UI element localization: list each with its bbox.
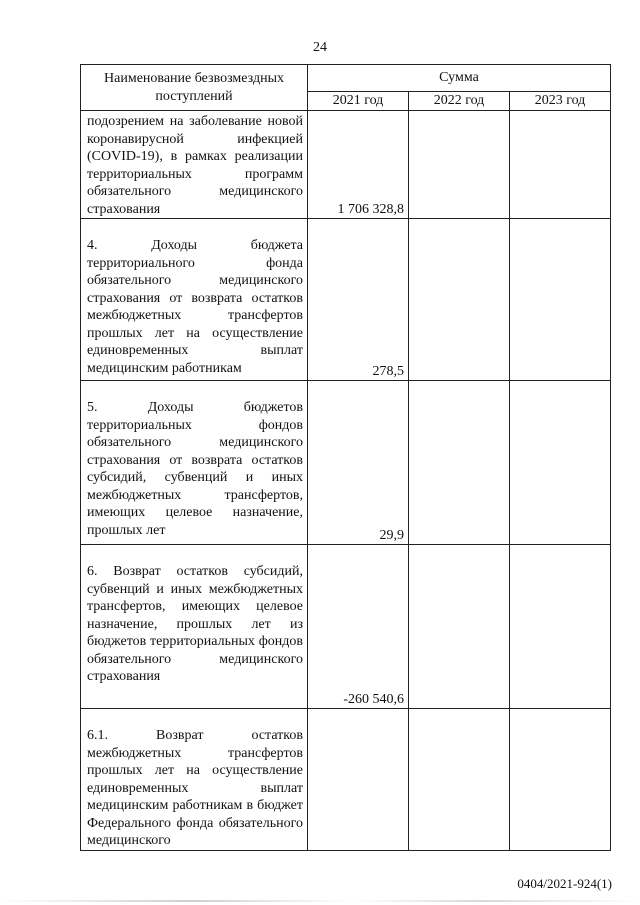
row-value-2023 — [510, 709, 611, 851]
row-value-2021 — [308, 709, 409, 851]
row-value-2023 — [510, 111, 611, 219]
row-name-text: 6.1. Возврат остатков межбюджетных трансфертов прошлых лет на осуществление единовременных выплат медицинским работникам в бюджет Федерального фонда обязательного медицинского — [87, 728, 303, 848]
row-value-2021: 29,9 — [308, 381, 409, 545]
row-name — [81, 545, 308, 709]
table-row — [81, 381, 611, 545]
row-value-2022 — [409, 545, 510, 709]
table-row — [81, 709, 611, 851]
row-value-2022 — [409, 381, 510, 545]
row-name-text: 6. Возврат остатков субсидий, субвенций и иных межбюджетных трансфертов, имеющих целевое назначение, прошлых лет из бюджетов территориальных фондов обязательного медицинского страхования — [87, 564, 303, 684]
table-header — [81, 65, 611, 111]
row-name-text: 5. Доходы бюджетов территориальных фондов обязательного медицинского страхования от возврата остатков субсидий, субвенций и иных межбюджетных трансфертов, имеющих целевое назначение, прошлых лет — [87, 400, 303, 538]
column-header-sum: Сумма — [308, 65, 611, 92]
revenue-table — [80, 64, 611, 851]
table-row — [81, 111, 611, 219]
row-name — [81, 709, 308, 851]
column-header-year-2022: 2022 год — [409, 92, 510, 111]
row-value-2021: -260 540,6 — [308, 545, 409, 709]
table-row — [81, 219, 611, 381]
table-row — [81, 545, 611, 709]
row-value-2023 — [510, 545, 611, 709]
column-header-year-2021: 2021 год — [308, 92, 409, 111]
row-value-2023 — [510, 219, 611, 381]
row-name-text: 4. Доходы бюджета территориального фонда обязательного медицинского страхования от возврата остатков межбюджетных трансфертов прошлых лет на осуществление единовременных выплат медицинским работникам — [87, 238, 303, 376]
row-name — [81, 219, 308, 381]
row-name: подозрением на заболевание новой коронавирусной инфекцией (COVID-19), в рамках реализации территориальных программ обязательного медицинского страхования — [81, 111, 308, 219]
row-value-2021: 1 706 328,8 — [308, 111, 409, 219]
page-number: 24 — [313, 40, 327, 55]
row-name — [81, 381, 308, 545]
row-value-2022 — [409, 111, 510, 219]
row-value-2022 — [409, 219, 510, 381]
document-code: 0404/2021-924(1) — [517, 876, 612, 891]
scan-edge-line — [0, 900, 640, 902]
column-header-name: Наименование безвозмездных поступлений — [81, 65, 308, 111]
column-header-year-2023: 2023 год — [510, 92, 611, 111]
row-value-2023 — [510, 381, 611, 545]
row-value-2022 — [409, 709, 510, 851]
row-value-2021: 278,5 — [308, 219, 409, 381]
